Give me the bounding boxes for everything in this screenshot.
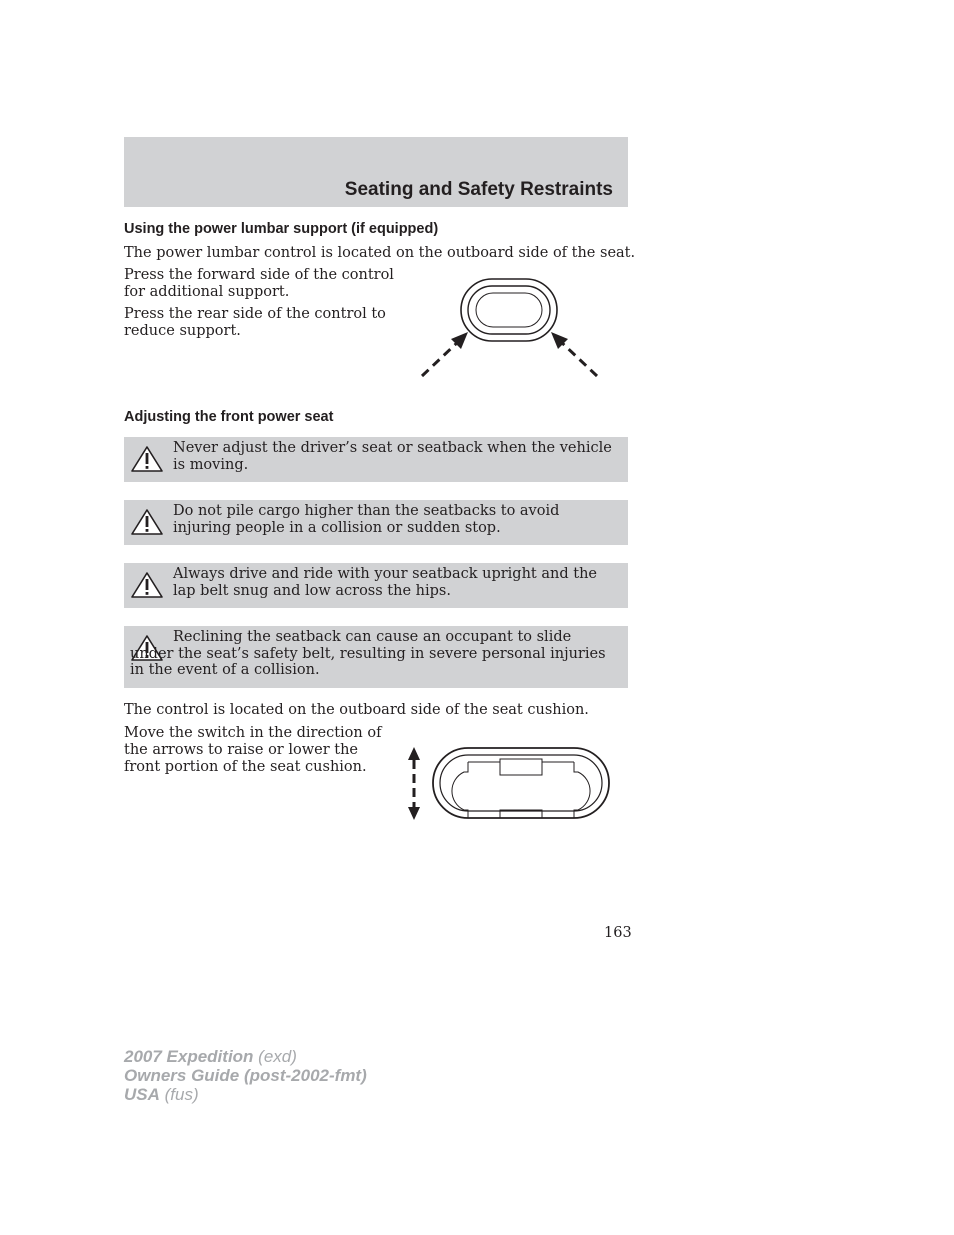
document-footer xyxy=(124,1047,367,1104)
footer-guide-line: Owners Guide (post-2002-fmt) xyxy=(124,1066,367,1085)
lumbar-intro: The power lumbar control is located on the outboard side of the seat. xyxy=(124,245,636,261)
page-number: 163 xyxy=(604,925,632,941)
lumbar-press-rear: Press the rear side of the control to reduce support. xyxy=(124,306,386,339)
warning-box-4 xyxy=(124,626,628,688)
lumbar-heading: Using the power lumbar support (if equipped) xyxy=(124,221,439,237)
warning-triangle-icon xyxy=(131,508,163,536)
lumbar-press-forward: Press the forward side of the control for additional support. xyxy=(124,267,394,300)
front-seat-heading: Adjusting the front power seat xyxy=(124,409,334,425)
warning-triangle-icon xyxy=(131,445,163,473)
footer-model-line: 2007 Expedition (exd) xyxy=(124,1047,297,1066)
section-title: Seating and Safety Restraints xyxy=(344,179,613,200)
warning-box-2 xyxy=(124,500,628,545)
warning-box-1 xyxy=(124,437,628,482)
move-switch-text: Move the switch in the direction of the arrows to raise or lower the front portion of the seat cushion. xyxy=(124,725,382,775)
warning-text-2: Do not pile cargo higher than the seatbacks to avoid injuring people in a collision or sudden stop. xyxy=(173,503,560,536)
warning-text-3: Always drive and ride with your seatback upright and the lap belt snug and low across the hips. xyxy=(173,566,597,599)
warning-text-1: Never adjust the driver’s seat or seatback when the vehicle is moving. xyxy=(173,440,612,473)
lumbar-control-illustration xyxy=(414,272,610,384)
warning-triangle-icon xyxy=(131,571,163,599)
footer-region-line: USA (fus) xyxy=(124,1085,199,1104)
section-header-band xyxy=(124,137,628,207)
seat-switch-illustration xyxy=(400,744,612,824)
warning-text-4: Reclining the seatback can cause an occupant to slide under the seat’s safety belt, resulting in severe personal injuries in the event of a collision. xyxy=(130,629,606,678)
warning-box-3 xyxy=(124,563,628,608)
control-location-text: The control is located on the outboard side of the seat cushion. xyxy=(124,702,589,718)
